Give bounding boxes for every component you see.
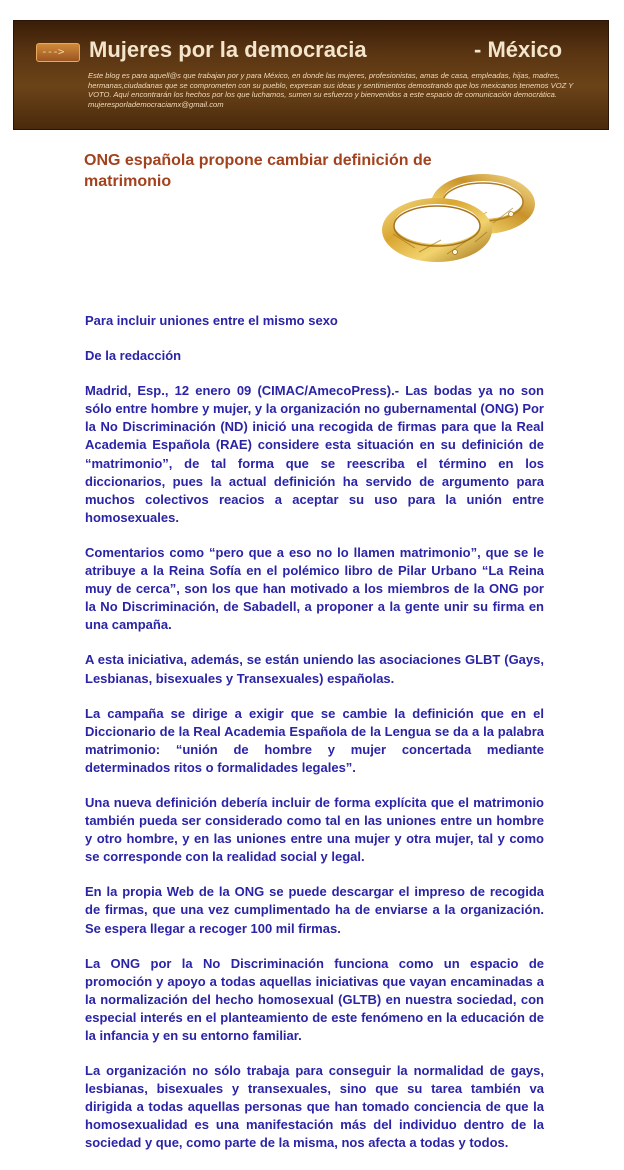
post-paragraph: Comentarios como “pero que a eso no lo llamen matrimonio”, que se le atribuye a la Reina Sofía en el polémico libro de Pilar Urbano “La Reina muy de cerca”, son los que han motivado a los miembros de la ONG por la No Discriminación, de Sabadell, a proponer a la gente unir su firma en una campaña. bbox=[85, 544, 544, 633]
post-paragraph: La organización no sólo trabaja para conseguir la normalidad de gays, lesbianas, bisexuales y transexuales, sino que su tarea también va dirigida a todas aquellas personas que han tomado conciencia de que la homosexualidad es una manifestación más del individuo dentro de la sociedad y que, como parte de la misma, nos afecta a todas y todos. bbox=[85, 1063, 544, 1151]
post-body bbox=[85, 312, 544, 1170]
blog-country: - México bbox=[474, 37, 563, 62]
post-paragraph: La campaña se dirige a exigir que se cambie la definición que en el Diccionario de la Real Academia Española de la Lengua se da a la palabra matrimonio: “unión de hombre y mujer concertada mediante determinados ritos o formalidades legales”. bbox=[85, 705, 544, 775]
post-byline: De la redacción bbox=[85, 348, 182, 364]
logo-arrows: ---> bbox=[41, 45, 64, 58]
blog-title[interactable]: Mujeres por la democracia bbox=[89, 37, 367, 62]
post-paragraph: La ONG por la No Discriminación funciona como un espacio de promoción y apoyo a todas aquellas iniciativas que vayan encaminadas a la normalización del hecho homosexual (GLTB) en nuestra sociedad, con especial interés en el planteamiento de este fenómeno en la educación de la infancia y en su entorno familiar. bbox=[85, 955, 544, 1043]
post-paragraph: Una nueva definición debería incluir de forma explícita que el matrimonio también pueda ser considerado como tal en las uniones entre un hombre y otro hombre, y en las uniones entre una mujer y otra mujer, tal y como se corresponde con la realidad social y legal. bbox=[85, 794, 544, 865]
wedding-rings-image bbox=[375, 168, 540, 268]
post-paragraph: Madrid, Esp., 12 enero 09 (CIMAC/AmecoPress).- Las bodas ya no son sólo entre hombre y mujer, y la organización no gubernamental (ONG) Por la No Discriminación (ND) inició una recogida de firmas para que la Real Academia Española (RAE) considere esta situación en su definición de “matrimonio”, de tal forma que se reescriba el término en los diccionarios, pues la actual definición ha servido de argumento para muchos colectivos reacios a aceptar su uso para la unión entre homosexuales. bbox=[85, 383, 544, 525]
post-paragraph: En la propia Web de la ONG se puede descargar el impreso de recogida de firmas, que una vez cumplimentado ha de enviarse a la organización. Se espera llegar a recoger 100 mil firmas. bbox=[85, 884, 544, 936]
blog-header-banner[interactable] bbox=[13, 20, 609, 130]
post-subtitle: Para incluir uniones entre el mismo sexo bbox=[85, 313, 338, 328]
arrow-logo-icon bbox=[36, 43, 80, 62]
blog-description: Este blog es para aquell@s que trabajan por y para México, en donde las mujeres, profesionistas, amas de casa, empleadas, hijas, madres, hermanas,ciudadanas que se comprometen con su pueblo, expresan sus ideas y sentimientos demostrando que los mexicanos tenemos VOZ Y VOTO. Aquí encontrarán los hechos por los que luchamos, sumen su esfuerzo y bienvenidos a este espacio de comunicación democrática. mujeresporlademocraciamx@gmail.com bbox=[88, 71, 574, 109]
post-paragraph: A esta iniciativa, además, se están uniendo las asociaciones GLBT (Gays, Lesbianas, bisexuales y Transexuales) españolas. bbox=[85, 652, 544, 686]
post-title[interactable]: ONG española propone cambiar definición de matrimonio bbox=[84, 152, 432, 190]
